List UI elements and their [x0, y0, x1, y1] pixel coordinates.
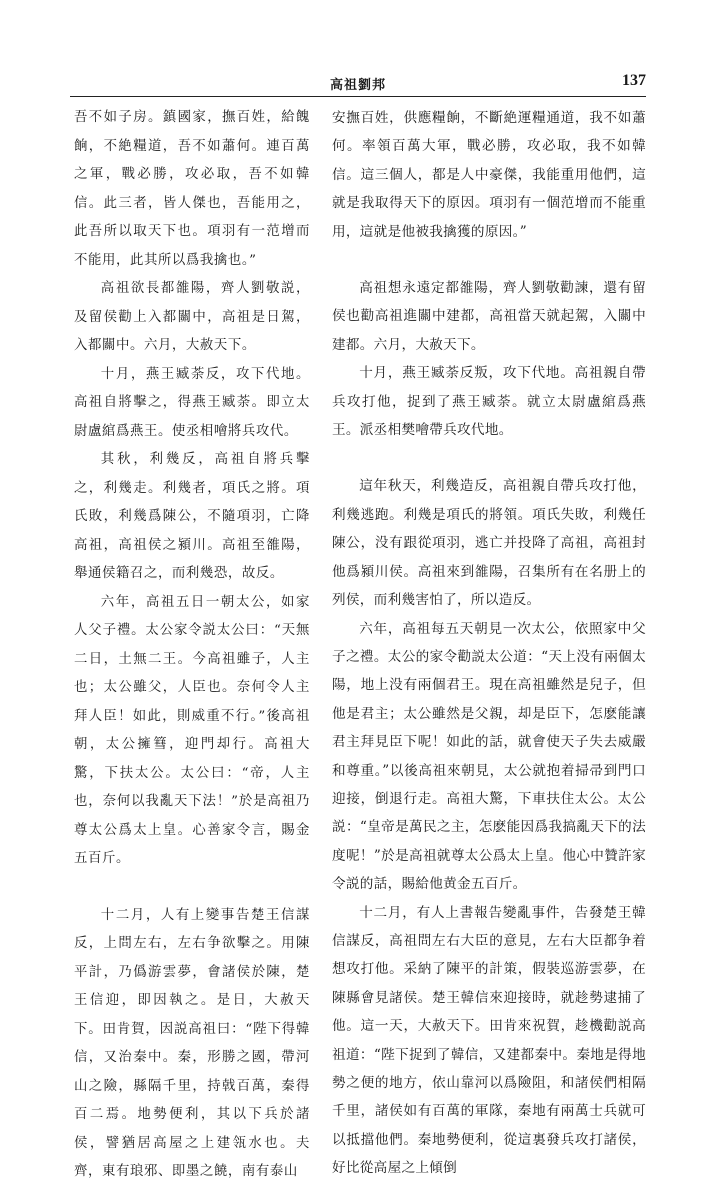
classical-paragraph: 十月，燕王臧荼反，攻下代地。高祖自將擊之，得燕王臧荼。即立太尉盧綰爲燕王。使丞相噲將兵攻代。 — [74, 366, 310, 439]
classical-text-column — [74, 104, 310, 1179]
paragraph-gap — [332, 444, 646, 472]
translation-paragraph: 這年秋天，利幾造反，高祖親自帶兵攻打他，利幾逃跑。利幾是項氏的將領。項氏失敗，利幾任陳公，没有跟從項羽，逃亡并投降了高祖，高祖封他爲潁川侯。高祖來到雒陽，召集所有在名册上的列侯，而利幾害怕了，所以造反。 — [332, 478, 646, 609]
translation-paragraph: 安撫百姓，供應糧餉，不斷絶運糧通道，我不如蕭何。率領百萬大軍，戰必勝，攻必取，我不如韓信。這三個人，都是人中豪傑，我能重用他們，這就是我取得天下的原因。項羽有一個范增而不能重用，這就是他被我擒獲的原因。” — [332, 110, 646, 240]
classical-paragraph: 吾不如子房。鎮國家，撫百姓，給餽餉，不絶糧道，吾不如蕭何。連百萬之軍，戰必勝，攻必取，吾不如韓信。此三者，皆人傑也，吾能用之，此吾所以取天下也。項羽有一范增而不能用，此其所以爲我擒也。” — [74, 110, 310, 268]
translation-paragraph: 十月，燕王臧荼反叛，攻下代地。高祖親自帶兵攻打他，捉到了燕王臧荼。就立太尉盧綰爲燕王。派丞相樊噲帶兵攻代地。 — [332, 365, 646, 439]
translation-paragraph: 十二月，有人上書報告變亂事件，告發楚王韓信謀反，高祖問左右大臣的意見，左右大臣都争着想攻打他。采納了陳平的計策，假裝巡游雲夢，在陳縣會見諸侯。楚王韓信來迎接時，就趁勢逮捕了他。這一天，大赦天下。田肯來祝賀，趁機勸説高祖道：“陛下捉到了韓信，又建都秦中。秦地是得地勢之便的地方，依山靠河以爲險阻，和諸侯們相隔千里，諸侯如有百萬的軍隊，秦地有兩萬士兵就可以抵擋他們。秦地勢便利，從這裏發兵攻打諸侯，好比從高屋之上傾倒 — [332, 904, 646, 1177]
translation-text-column — [332, 104, 646, 1177]
classical-paragraph: 高祖欲長都雒陽，齊人劉敬説，及留侯勸上入都關中，高祖是日駕，入都關中。六月，大赦天下。 — [74, 281, 310, 353]
paragraph-gap — [332, 246, 646, 274]
running-header — [70, 74, 646, 96]
translation-paragraph: 六年，高祖每五天朝見一次太公，依照家中父子之禮。太公的家令勸説太公道：“天上没有兩個太陽，地上没有兩個君王。現在高祖雖然是兒子，但他是君主；太公雖然是父親，却是臣下，怎麽能讓君主拜見臣下呢！如此的話，就會使天子失去威嚴和尊重。”以後高祖來朝見，太公就抱着掃帚到門口迎接，倒退行走。高祖大驚，下車扶住太公。太公説：“皇帝是萬民之主，怎麽能因爲我搞亂天下的法度呢！”於是高祖就尊太公爲太上皇。他心中贊許家令説的話，賜給他黄金五百斤。 — [332, 620, 646, 893]
paragraph-gap — [74, 874, 310, 902]
header-rule — [70, 96, 646, 97]
translation-paragraph: 高祖想永遠定都雒陽，齊人劉敬勸諫，還有留侯也勸高祖進關中建都，高祖當天就起駕，入關中建都。六月，大赦天下。 — [332, 280, 646, 353]
classical-paragraph: 六年，高祖五日一朝太公，如家人父子禮。太公家令説太公曰：“天無二日，土無二王。今高祖雖子，人主也；太公雖父，人臣也。奈何令人主拜人臣！如此，則威重不行。”後高祖朝，太公擁篲，迎門却行。高祖大驚，下扶太公。太公曰：“帝，人主也，奈何以我亂天下法！”於是高祖乃尊太公爲太上皇。心善家令言，賜金五百斤。 — [74, 594, 310, 866]
classical-paragraph: 其秋，利幾反，高祖自將兵擊之，利幾走。利幾者，項氏之將。項氏敗，利幾爲陳公，不隨項羽，亡降高祖，高祖侯之潁川。高祖至雒陽，舉通侯籍召之，而利幾恐，故反。 — [74, 452, 310, 581]
classical-paragraph: 十二月，人有上變事告楚王信謀反，上問左右，左右争欲擊之。用陳平計，乃僞游雲夢，會諸侯於陳，楚王信迎，即因執之。是日，大赦天下。田肯賀，因説高祖曰：“陛下得韓信，又治秦中。秦，形勝之國，帶河山之險，縣隔千里，持戟百萬，秦得百二焉。地勢便利，其以下兵於諸侯，譬猶居高屋之上建瓴水也。夫齊，東有琅邪、即墨之饒，南有泰山 — [74, 907, 310, 1179]
running-title: 高祖劉邦 — [329, 78, 386, 93]
page-number: 137 — [622, 72, 646, 89]
